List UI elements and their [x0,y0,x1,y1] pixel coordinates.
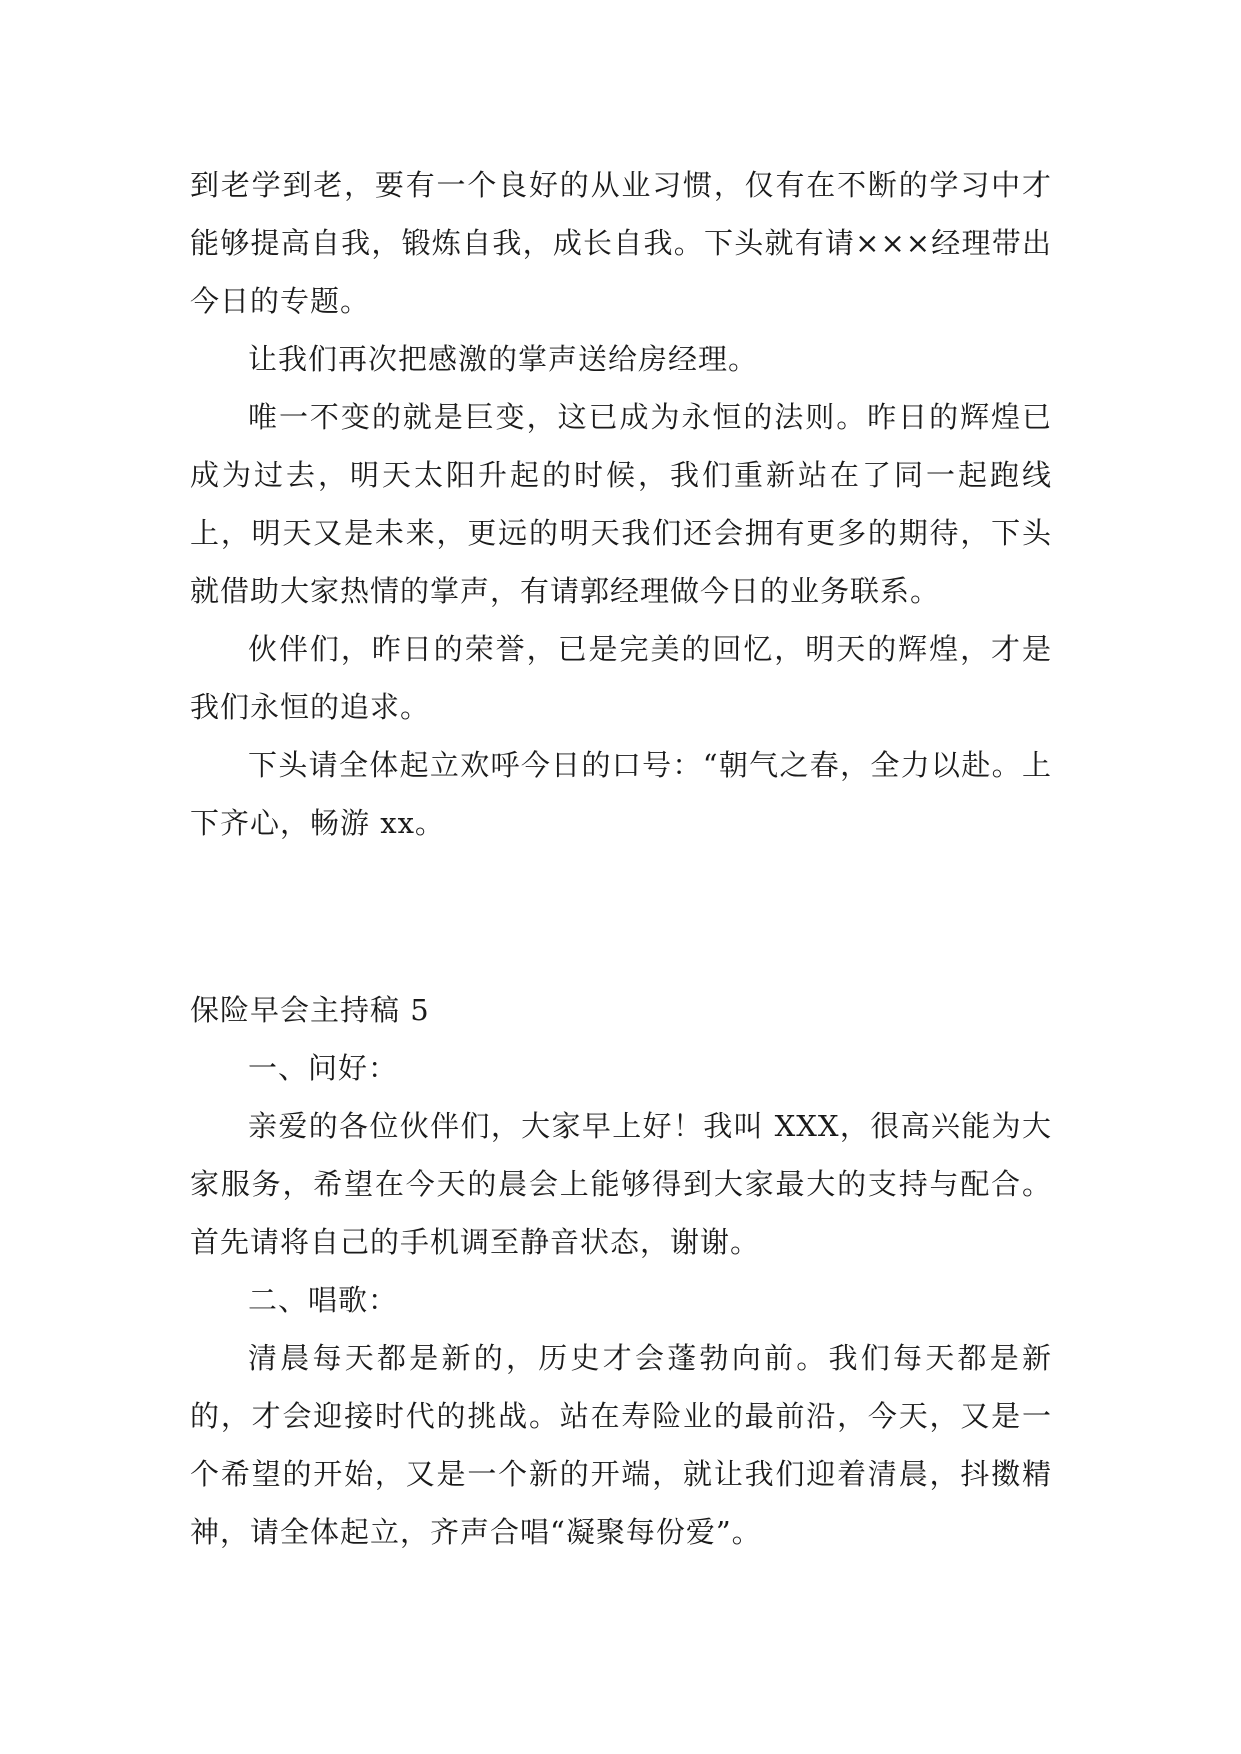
section-heading: 保险早会主持稿 5 [190,993,430,1027]
paragraph-singing-title: 二、唱歌： [248,1283,399,1317]
paragraph-continuation: 到老学到老，要有一个良好的从业习惯，仅有在不断的学习中才能够提高自我，锻炼自我，成长自我。下头就有请×××经理带出今日的专题。 [190,168,1052,318]
section-host-script-5 [190,981,1052,1561]
paragraph-change: 唯一不变的就是巨变，这已成为永恒的法则。昨日的辉煌已成为过去，明天太阳升起的时候，我们重新站在了同一起跑线上，明天又是未来，更远的明天我们还会拥有更多的期待，下头就借助大家热情的掌声，有请郭经理做今日的业务联系。 [190,400,1052,608]
paragraph-applause: 让我们再次把感激的掌声送给房经理。 [248,342,759,376]
paragraph-singing: 清晨每天都是新的，历史才会蓬勃向前。我们每天都是新的，才会迎接时代的挑战。站在寿险业的最前沿，今天，又是一个希望的开始，又是一个新的开端，就让我们迎着清晨，抖擞精神，请全体起立，齐声合唱“凝聚每份爱”。 [190,1341,1052,1549]
paragraph-greeting: 亲爱的各位伙伴们，大家早上好！我叫 XXX，很高兴能为大家服务，希望在今天的晨会上能够得到大家最大的支持与配合。首先请将自己的手机调至静音状态，谢谢。 [190,1109,1052,1259]
paragraph-slogan: 下头请全体起立欢呼今日的口号：“朝气之春，全力以赴。上下齐心，畅游 xx。 [190,748,1052,840]
paragraph-partners: 伙伴们，昨日的荣誉，已是完美的回忆，明天的辉煌，才是我们永恒的追求。 [190,632,1052,724]
paragraph-greeting-title: 一、问好： [248,1051,399,1085]
section-continued-text [190,156,1052,852]
